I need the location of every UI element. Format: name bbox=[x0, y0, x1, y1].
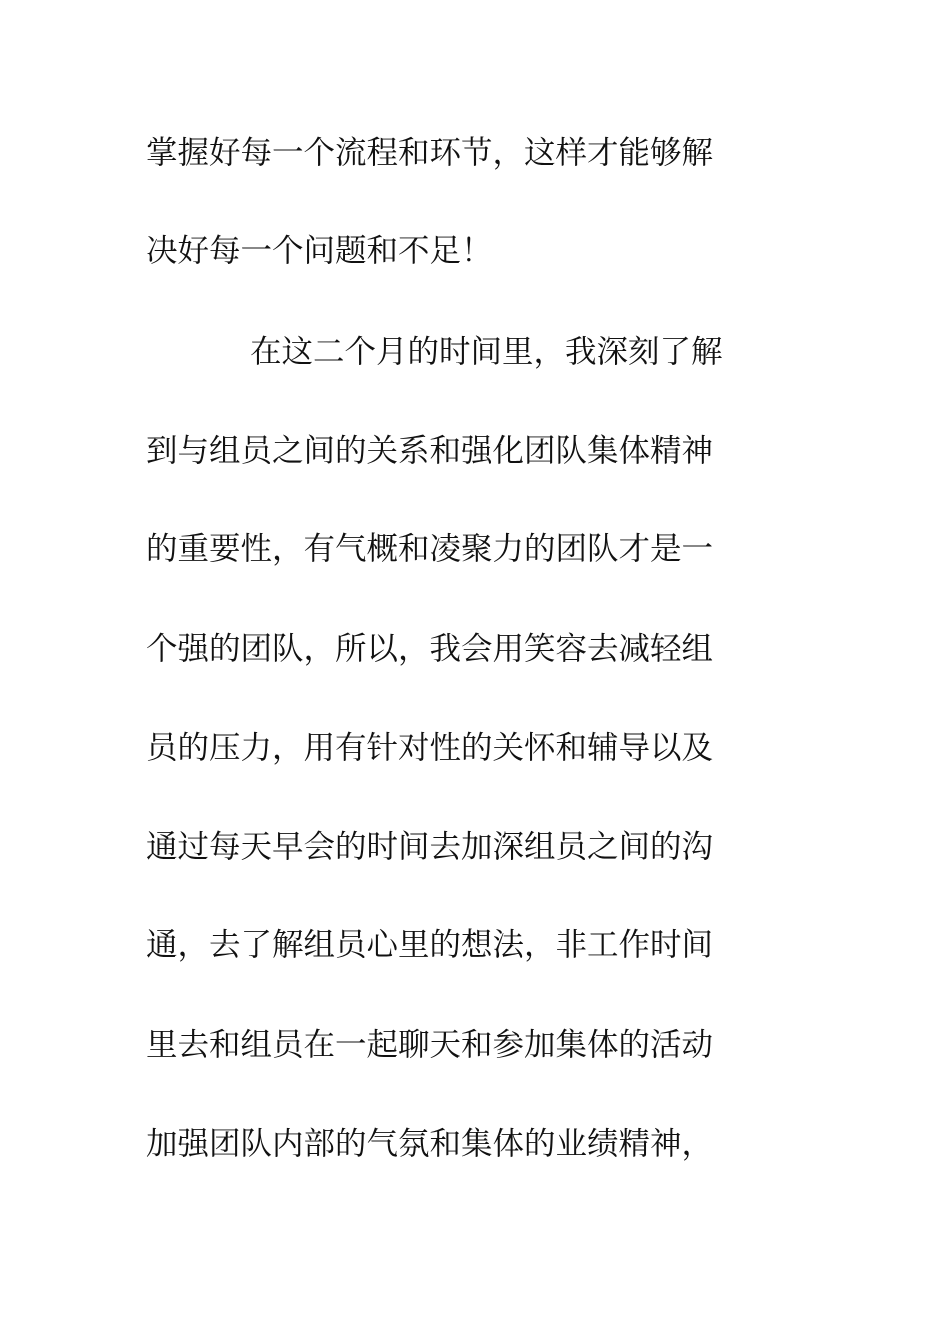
text-line: 里去和组员在一起聊天和参加集体的活动 bbox=[146, 1027, 714, 1063]
text-line: 员的压力，用有针对性的关怀和辅导以及 bbox=[146, 730, 714, 766]
text-line: 的重要性，有气概和凌聚力的团队才是一 bbox=[146, 531, 714, 567]
text-line: 通过每天早会的时间去加深组员之间的沟 bbox=[146, 829, 714, 865]
paragraph-start-line: 在这二个月的时间里，我深刻了解 bbox=[250, 334, 723, 370]
text-line: 决好每一个问题和不足！ bbox=[146, 233, 493, 269]
text-line: 个强的团队，所以，我会用笑容去减轻组 bbox=[146, 631, 714, 667]
text-line: 加强团队内部的气氛和集体的业绩精神， bbox=[146, 1126, 714, 1162]
text-line: 通，去了解组员心里的想法，非工作时间 bbox=[146, 927, 714, 963]
text-line: 掌握好每一个流程和环节，这样才能够解 bbox=[146, 135, 714, 171]
text-line: 到与组员之间的关系和强化团队集体精神 bbox=[146, 433, 714, 469]
